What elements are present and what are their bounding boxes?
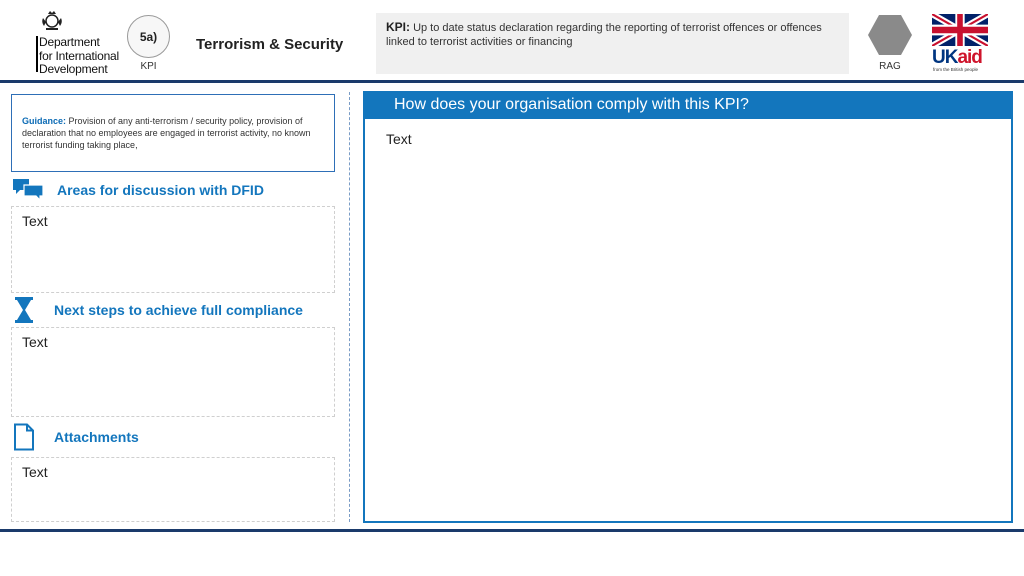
union-flag-icon: [932, 14, 988, 46]
kpi-description-box: [376, 13, 849, 74]
ukaid-wordmark: UKaid: [932, 47, 982, 68]
ukaid-tagline: from the British people: [933, 67, 979, 72]
document-icon: [12, 423, 36, 451]
kpi-number: 5a): [139, 29, 158, 44]
areas-textbox[interactable]: Text: [11, 206, 335, 293]
kpi-caption: KPI: [140, 61, 157, 72]
dfid-logo-text: Department for International Development: [39, 35, 119, 76]
compliance-answer[interactable]: Text: [386, 131, 412, 147]
speech-bubbles-icon: [12, 178, 44, 202]
next-steps-title: Next steps to achieve full compliance: [54, 302, 303, 318]
kpi-description: Up to date status declaration regarding the reporting of terrorist offences or offences linked to terrorist activities or financing: [386, 22, 822, 48]
logo-rule: [36, 36, 38, 72]
attachments-textbox[interactable]: Text: [11, 457, 335, 522]
areas-title: Areas for discussion with DFID: [57, 182, 264, 198]
next-steps-textbox[interactable]: Text: [11, 327, 335, 417]
guidance-text: Provision of any anti-terrorism / security policy, provision of declaration that no employees are engaged in terrorist activity, no known terrorist funding taking place,: [22, 116, 311, 150]
rag-status-icon[interactable]: [867, 14, 913, 56]
page-title: Terrorism & Security: [196, 36, 344, 53]
kpi-number-badge: [127, 15, 170, 58]
compliance-panel: [363, 91, 1013, 523]
areas-heading: [12, 178, 264, 202]
footer-divider: [0, 529, 1024, 532]
royal-crest-icon: [40, 10, 64, 32]
next-steps-heading: [12, 296, 303, 324]
dfid-logo: [36, 10, 136, 74]
header-divider: [0, 80, 1024, 83]
attachments-heading: [12, 423, 139, 451]
ukaid-logo: [932, 14, 988, 74]
guidance-box: [11, 94, 335, 172]
guidance-label: Guidance:: [22, 116, 67, 126]
attachments-title: Attachments: [54, 429, 139, 445]
rag-caption: RAG: [879, 61, 901, 72]
hourglass-icon: [12, 296, 36, 324]
compliance-question: How does your organisation comply with this KPI?: [365, 93, 1011, 119]
column-divider: [349, 92, 350, 522]
kpi-label: KPI:: [386, 20, 410, 34]
